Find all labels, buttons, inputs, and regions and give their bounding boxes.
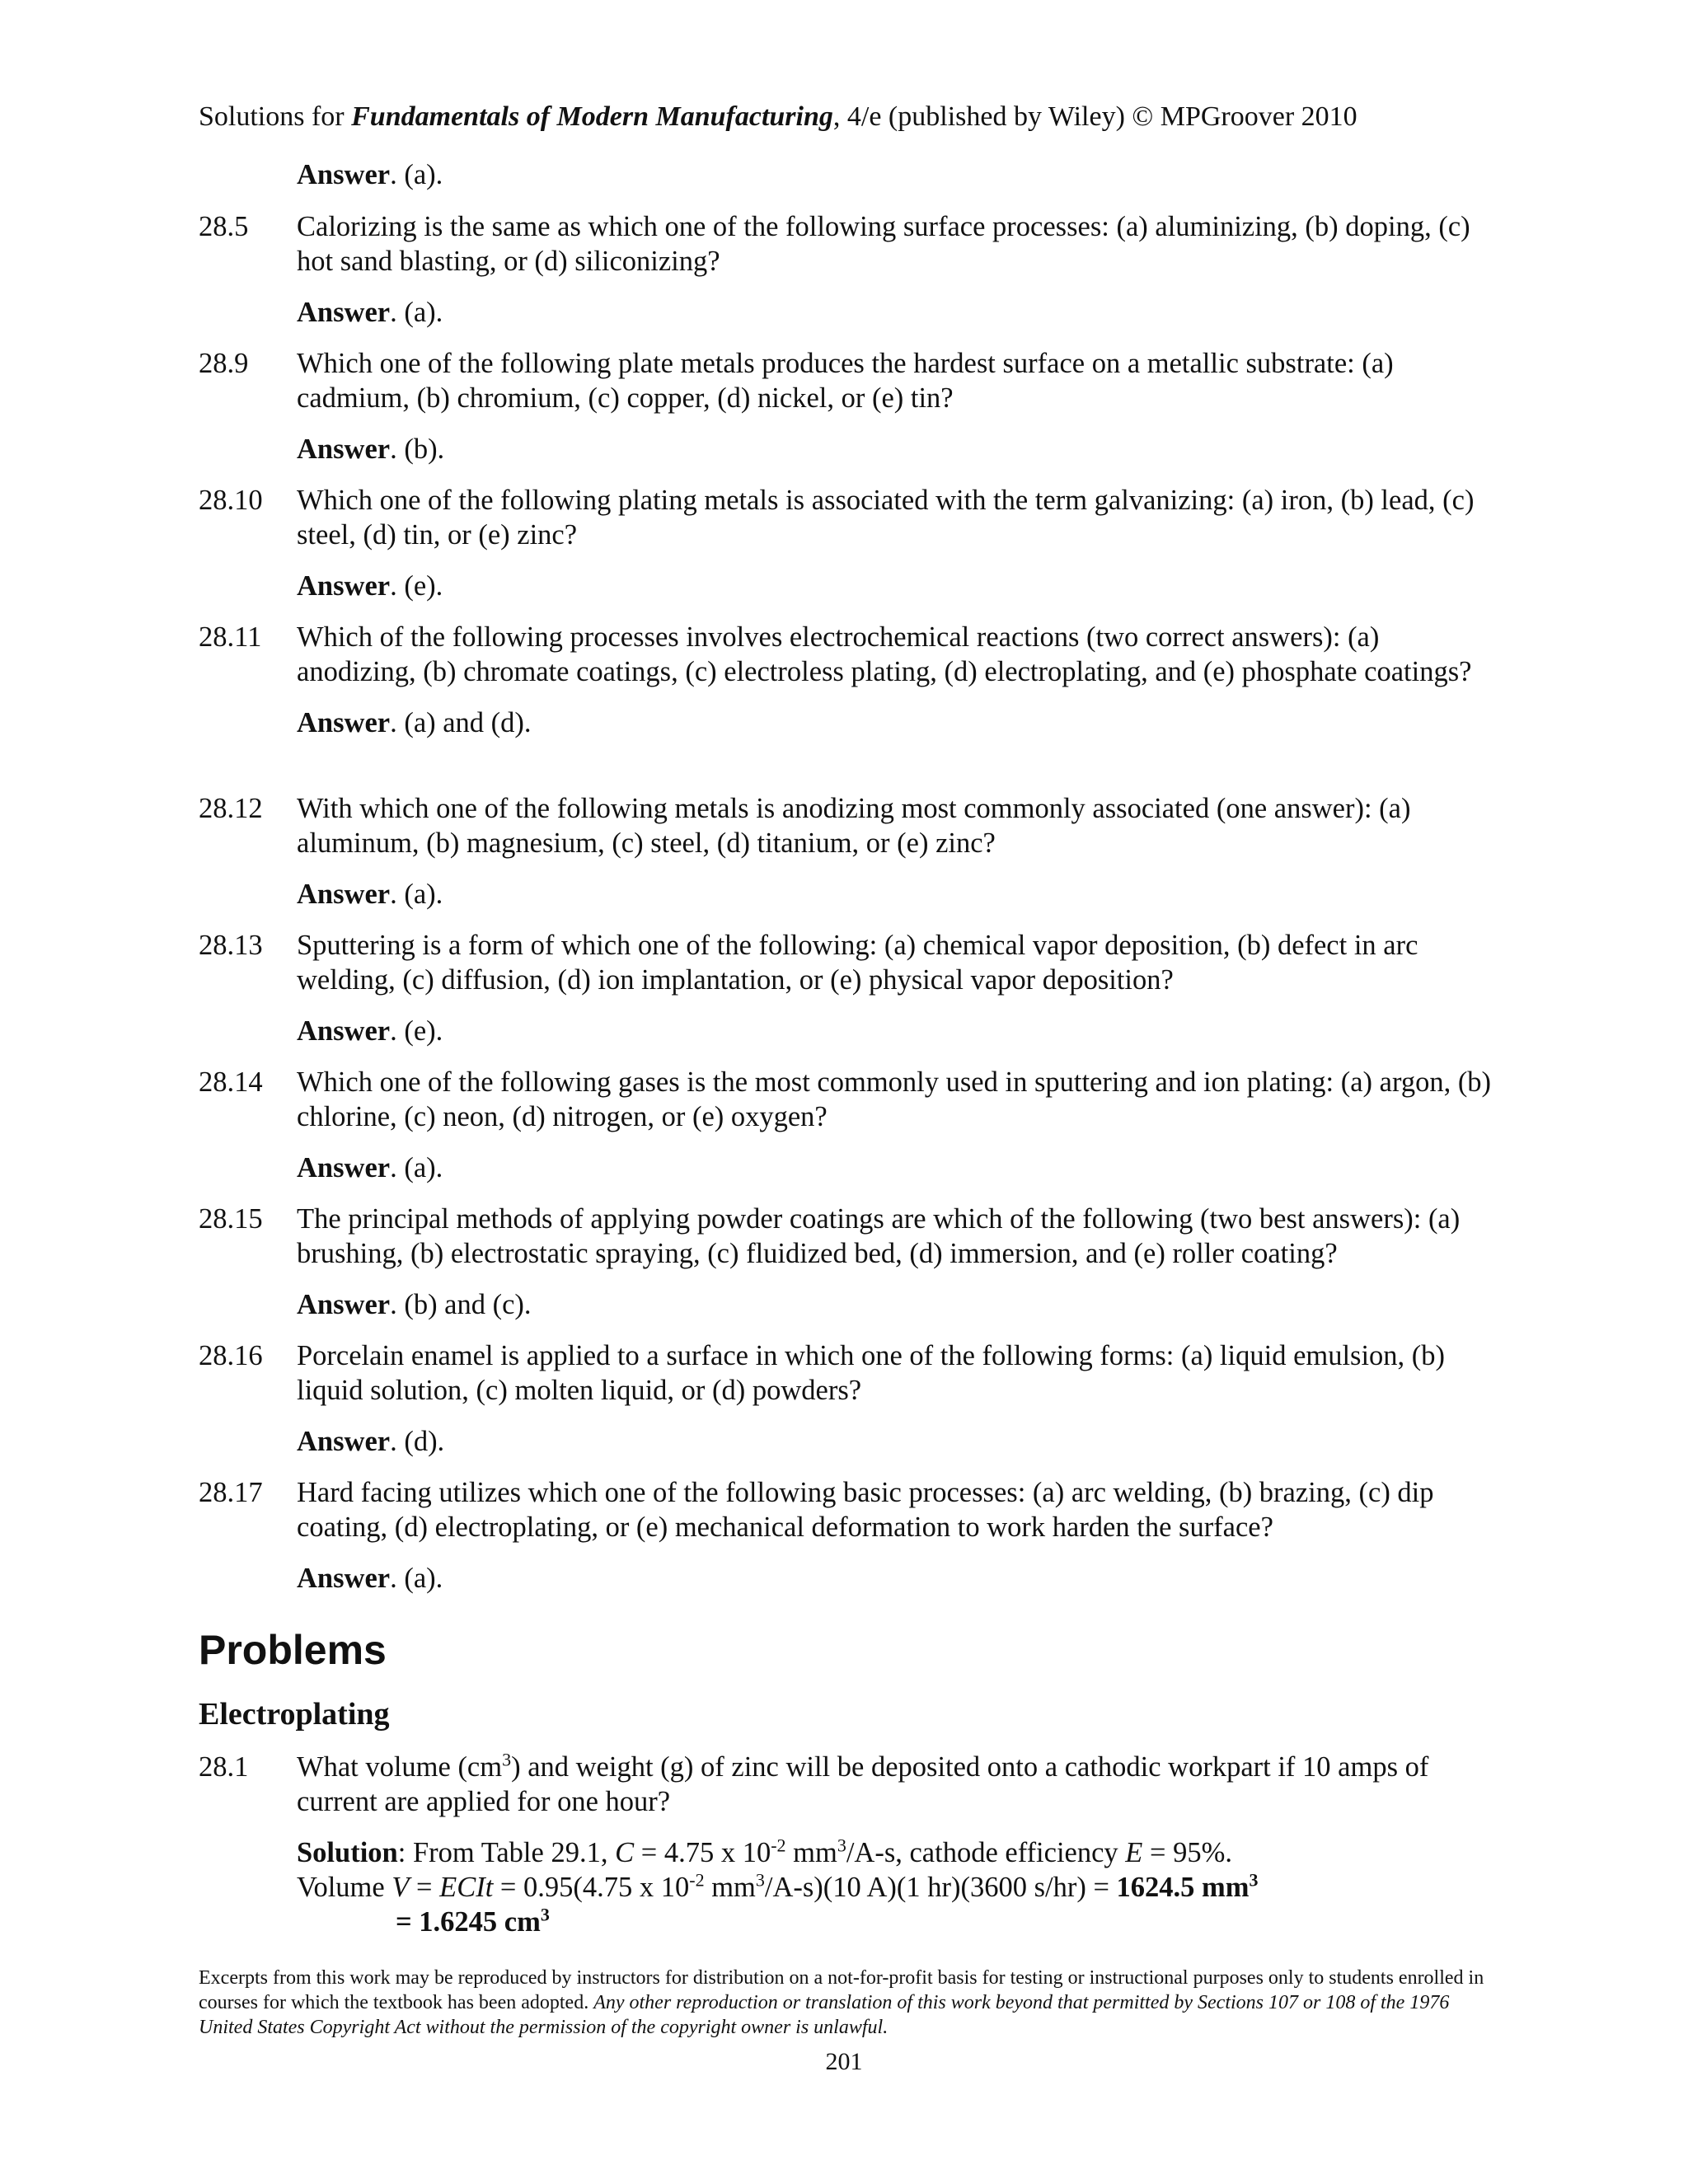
question-answer [297, 1561, 1492, 1596]
problem-number: 28.1 [199, 1751, 249, 1783]
question-answer [297, 1287, 1492, 1322]
question-number: 28.12 [199, 793, 263, 824]
solution-line-1: Solution: From Table 29.1, C = 4.75 x $10^{-2}$ $mm^3/A-s$, cathode efficiency E = 95%. [297, 1835, 1232, 1868]
answer-value: . (a). [390, 879, 443, 910]
answer-label: Answer [297, 434, 391, 465]
answer-value: . (a). [390, 297, 443, 328]
answer-value: . (d). [390, 1426, 445, 1457]
question-answer [297, 1014, 1492, 1048]
question-text: Which of the following processes involves electrochemical reactions (two correct answers): (a) anodizing, (b) chromate coatings, (c) electroless plating, (d) electroplating, and (e) phosphate coatings? [297, 621, 1472, 687]
solution-line-2: Volume V = ECIt = 0.95(4.75 x $10^{-2}$ $mm^3/A-s)(10$ A)(1 hr)(3600 s/hr) = 1624.5 $mm^3$ [297, 1869, 1259, 1903]
question-number: 28.5 [199, 211, 249, 242]
question-number: 28.9 [199, 348, 249, 379]
answer-value: . (b) and (c). [390, 1289, 532, 1320]
answer-value: . (a). [390, 1152, 443, 1183]
header-prefix: Solutions for [199, 101, 352, 132]
answer-value: . (a) and (d). [390, 707, 532, 738]
solution-label: Solution [297, 1837, 398, 1868]
answer-28-4 [297, 157, 443, 192]
question-text: Sputtering is a form of which one of the following: (a) chemical vapor deposition, (b) defect in arc welding, (c) diffusion, (d) ion implantation, or (e) physical vapor deposition? [297, 930, 1418, 996]
answer-label: Answer [297, 1289, 391, 1320]
answer-value: . (a). [390, 1563, 443, 1594]
answer-label: Answer [297, 1563, 391, 1594]
question-number: 28.17 [199, 1477, 263, 1508]
question-text: Which one of the following gases is the most commonly used in sputtering and ion plating: (a) argon, (b) chlorine, (c) neon, (d) nitrogen, or (e) oxygen? [297, 1066, 1492, 1132]
answer-label: Answer [297, 1152, 391, 1183]
problem-text: What volume $(cm^3)$ and weight (g) of zinc will be deposited onto a cathodic workpart if 10 amps of current are applied for one hour? [297, 1749, 1429, 1817]
answer-value: . (e). [390, 1015, 443, 1047]
question-answer [297, 1424, 1492, 1459]
answer-value: . (a). [390, 159, 443, 190]
question-answer [297, 1151, 1492, 1185]
answer-label: Answer [297, 879, 391, 910]
question-text: Porcelain enamel is applied to a surface in which one of the following forms: (a) liquid emulsion, (b) liquid solution, (c) molten liquid, or (d) powders? [297, 1340, 1446, 1406]
question-answer [297, 295, 1492, 330]
answer-label: Answer [297, 707, 391, 738]
question-answer [297, 569, 1492, 603]
question-text: Hard facing utilizes which one of the following basic processes: (a) arc welding, (b) brazing, (c) dip coating, (d) electroplating, or (e) mechanical deformation to work harden the surface? [297, 1477, 1434, 1543]
answer-label: Answer [297, 570, 391, 602]
question-text: Calorizing is the same as which one of the following surface processes: (a) aluminizing, (b) doping, (c) hot sand blasting, or (d) siliconizing? [297, 211, 1470, 277]
question-number: 28.10 [199, 485, 263, 516]
question-number: 28.15 [199, 1203, 263, 1235]
answer-value: . (e). [390, 570, 443, 602]
answer-label: Answer [297, 159, 391, 190]
question-number: 28.13 [199, 930, 263, 961]
header-suffix: , 4/e (published by Wiley) © MPGroover 2010 [832, 101, 1357, 132]
copyright-footer: Excerpts from this work may be reproduced by instructors for distribution on a not-for-profit basis for testing or instructional purposes only to students enrolled in courses for which the textbook has been adopted. Any other reproduction or translation of this work beyond that permitted by Sections 107 or 108 of the 1976 United States Copyright Act without the permission of the copyright owner is unlawful. [199, 1967, 1484, 2038]
question-number: 28.16 [199, 1340, 263, 1371]
question-answer [297, 877, 1492, 912]
question-number: 28.11 [199, 621, 262, 653]
book-title: Fundamentals of Modern Manufacturing [351, 101, 833, 132]
question-number: 28.14 [199, 1066, 263, 1098]
question-text: With which one of the following metals is anodizing most commonly associated (one answer): (a) aluminum, (b) magnesium, (c) steel, (d) titanium, or (e) zinc? [297, 793, 1411, 859]
problem-solution [297, 1835, 1492, 1939]
answer-label: Answer [297, 297, 391, 328]
electroplating-heading: Electroplating [199, 1697, 390, 1732]
question-answer [297, 705, 1492, 740]
answer-label: Answer [297, 1426, 391, 1457]
solution-line-3: = 1.6245 $cm^3$ [396, 1904, 550, 1938]
page-number: 201 [825, 2048, 863, 2075]
question-text: The principal methods of applying powder coatings are which of the following (two best answers): (a) brushing, (b) electrostatic spraying, (c) fluidized bed, (d) immersion, and (e) roller coating? [297, 1203, 1461, 1269]
answer-label: Answer [297, 1015, 391, 1047]
running-header [199, 97, 1517, 137]
question-text: Which one of the following plating metals is associated with the term galvanizing: (a) iron, (b) lead, (c) steel, (d) tin, or (e) zinc? [297, 485, 1475, 551]
question-text: Which one of the following plate metals produces the hardest surface on a metallic substrate: (a) cadmium, (b) chromium, (c) copper, (d) nickel, or (e) tin? [297, 348, 1394, 414]
question-answer [297, 432, 1492, 466]
answer-value: . (b). [390, 434, 445, 465]
problems-heading: Problems [199, 1627, 387, 1673]
